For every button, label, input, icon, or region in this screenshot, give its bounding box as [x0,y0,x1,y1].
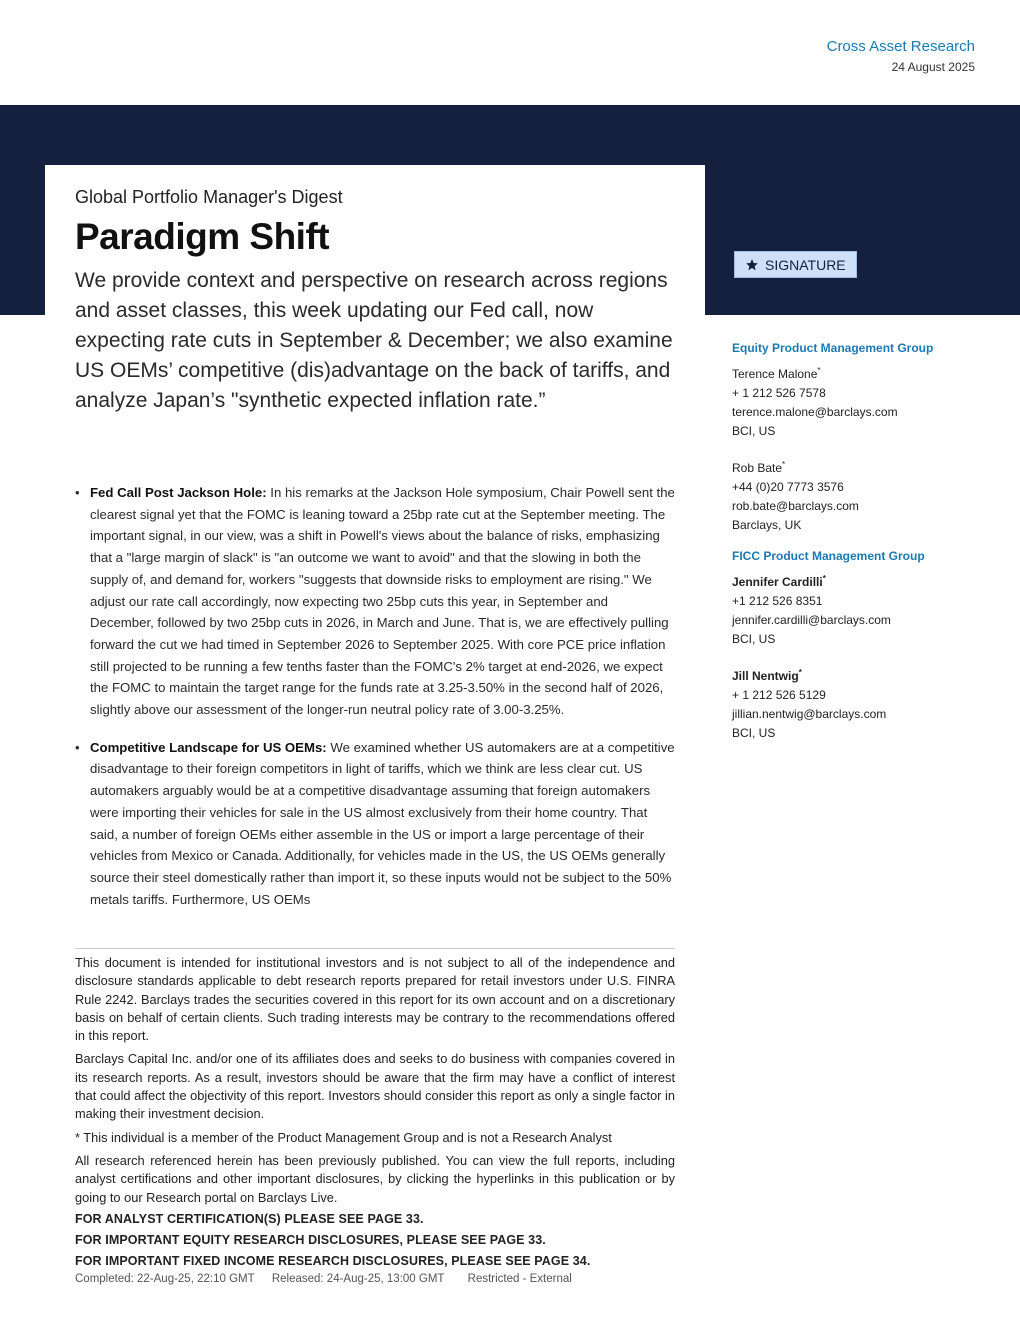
publication-meta [75,1273,675,1285]
contact-name: Jennifer Cardilli* [732,574,826,589]
contact-group-title[interactable]: FICC Product Management Group [732,549,925,563]
contact-card [732,361,992,441]
key-points-list [75,482,675,926]
contact-phone: +1 212 526 8351 [732,594,823,608]
contact-email[interactable]: jillian.nentwig@barclays.com [732,707,887,721]
bullet-icon: • [75,485,80,500]
completed-timestamp: Completed: 22-Aug-25, 22:10 GMT [75,1272,255,1285]
disclosure-paragraph: Barclays Capital Inc. and/or one of its affiliates does and seeks to do business with companies covered in its research reports. As a result, investors should be aware that the firm may have a conflict of interest that could affect the objectivity of this report. Investors should consider this report as only a single factor in making their investment decision. [75,1051,675,1122]
contact-phone: + 1 212 526 7578 [732,386,826,400]
contact-entity: BCI, US [732,632,776,646]
disclosure-paragraph: All research referenced herein has been previously published. You can view the full reports, including analyst certifications and other important disclosures, by clicking the hyperlinks in this publication or by going to our Research portal on Barclays Live. [75,1152,675,1205]
report-series[interactable]: Cross Asset Research [826,38,975,55]
contact-group [732,549,992,743]
contact-phone: + 1 212 526 5129 [732,688,826,702]
contact-group-title[interactable]: Equity Product Management Group [732,341,934,355]
analyst-certification-link[interactable]: FOR ANALYST CERTIFICATION(S) PLEASE SEE PAGE 33. [75,1211,424,1226]
report-header [827,38,975,74]
list-item [75,737,675,911]
contact-entity: BCI, US [732,726,776,740]
publication-name: Global Portfolio Manager's Digest [75,187,343,207]
contact-entity: BCI, US [732,424,776,438]
contact-card [732,569,992,649]
title-card [45,165,705,426]
bullet-heading[interactable]: Competitive Landscape for US OEMs: [90,739,327,755]
contact-phone: +44 (0)20 7773 3576 [732,480,844,494]
contact-email[interactable]: rob.bate@barclays.com [732,499,859,513]
contacts-sidebar [732,341,992,757]
list-item [75,482,675,721]
fixed-income-disclosures-link[interactable]: FOR IMPORTANT FIXED INCOME RESEARCH DISCLOSURES, PLEASE SEE PAGE 34. [75,1253,591,1268]
bullet-text: In his remarks at the Jackson Hole symposium, Chair Powell sent the clearest signal yet that the FOMC is leaning toward a 25bp rate cut at the September meeting. The important signal, in our view, was a shift in Powell's views about the balance of risks, emphasizing that a "large margin of slack" is "an outcome we want to avoid" and that the slowing in both the supply of, and demand for, workers "suggests that downside risks to employment are rising." We adjust our rate call accordingly, now expecting two 25bp cuts this year, in September and December, followed by two 25bp cuts in 2026, in March and June. That is, we are effectively pulling forward the cut we had timed in September 2026 to September 2025. With core PCE price inflation still projected to be running a few tenths faster than the FOMC's 2% target at end-2026, we expect the FOMC to maintain the target range for the funds rate at 3.25-3.50% in the second half of 2026, slightly above our assessment of the longer-run neutral policy rate of 3.00-3.25%. [90,485,675,718]
bullet-heading[interactable]: Fed Call Post Jackson Hole: [90,485,267,500]
equity-disclosures-link[interactable]: FOR IMPORTANT EQUITY RESEARCH DISCLOSURES, PLEASE SEE PAGE 33. [75,1232,546,1247]
page-title: Paradigm Shift [75,216,330,257]
disclosure-section [75,948,675,1285]
signature-badge-label: SIGNATURE [765,256,846,273]
report-date: 24 August 2025 [891,60,975,74]
contact-group [732,341,992,535]
contact-email[interactable]: jennifer.cardilli@barclays.com [732,613,891,627]
contact-card [732,455,992,535]
summary-lede: We provide context and perspective on research across regions and asset classes, this week updating our Fed call, now expecting rate cuts in September & December; we also examine US OEMs’ competitive (dis)advantage on the back of tariffs, and analyze Japan’s "synthetic expected inflation rate.” [75,269,673,412]
released-timestamp: Released: 24-Aug-25, 13:00 GMT [271,1272,445,1285]
contact-card [732,663,992,743]
disclosure-footnote: * This individual is a member of the Product Management Group and is not a Research Analyst [75,1129,612,1145]
bullet-text: We examined whether US automakers are at a competitive disadvantage to their foreign competitors in light of tariffs, which we think are less clear cut. US automakers arguably would be at a competitive disadvantage assuming that foreign automakers were importing their vehicles for sale in the US almost exclusively from their home country. That said, a number of foreign OEMs either assemble in the US or import a large percentage of their vehicles from Mexico or Canada. Additionally, for vehicles made in the US, the US OEMs generally source their steel domestically rather than import it, so these inputs would not be subject to the 50% metals tariffs. Furthermore, US OEMs [90,739,675,907]
signature-badge[interactable] [734,251,857,278]
contact-name: Jill Nentwig* [732,668,802,683]
contact-name: Terence Malone* [732,366,821,381]
restriction-label: Restricted - External [467,1272,572,1285]
star-icon [745,258,759,272]
contact-entity: Barclays, UK [732,518,802,532]
contact-email[interactable]: terence.malone@barclays.com [732,405,898,419]
contact-name: Rob Bate* [732,460,786,475]
bullet-icon: • [75,739,80,755]
disclosure-paragraph: This document is intended for institutional investors and is not subject to all of the independence and disclosure standards applicable to debt research reports prepared for retail investors under U.S. FINRA Rule 2242. Barclays trades the securities covered in this report for its own account and on a discretionary basis on behalf of certain clients. Such trading interests may be contrary to the recommendations offered in this report. [75,955,675,1044]
